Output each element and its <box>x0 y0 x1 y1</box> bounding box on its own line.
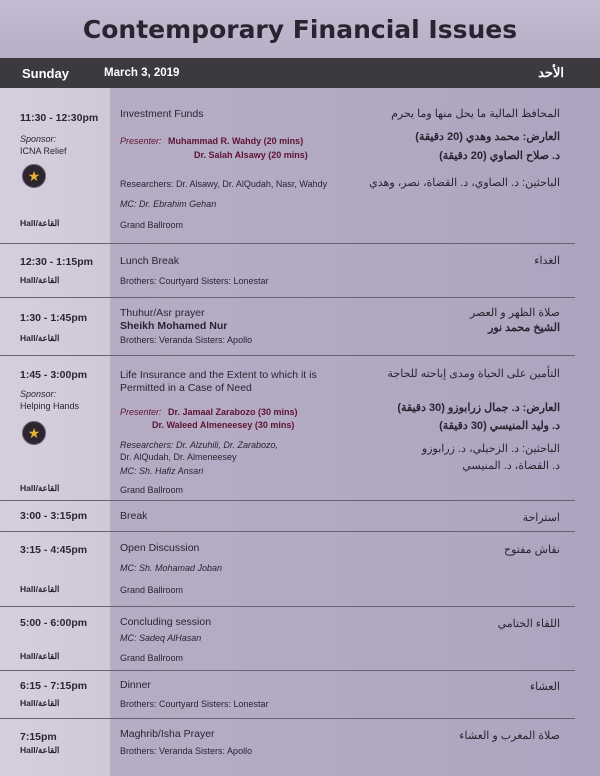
session-title-arabic: الغداء <box>534 255 560 267</box>
title-band <box>0 0 600 58</box>
presenter-2-arabic: د. وليد المنيسي (30 دقيقة) <box>439 420 560 432</box>
researchers: Researchers: Dr. Alsawy, Dr. AlQudah, Nasr, Wahdy <box>120 179 328 189</box>
session-title: Maghrib/Isha Prayer <box>120 728 215 740</box>
session-time: 7:15pm <box>20 731 57 743</box>
venue: Brothers: Courtyard Sisters: Lonestar <box>120 699 269 709</box>
session-concluding <box>0 607 600 671</box>
sponsor-name: Helping Hands <box>20 401 80 411</box>
session-lunch-break <box>0 244 600 298</box>
session-title-arabic: استراحة <box>522 512 560 524</box>
session-title-arabic: نقاش مفتوح <box>503 544 560 556</box>
session-thuhur-asr-prayer <box>0 298 600 355</box>
session-title: Investment Funds <box>120 108 204 120</box>
session-open-discussion <box>0 531 600 606</box>
session-time: 5:00 - 6:00pm <box>20 617 88 629</box>
hall-label: Hall/القاعة <box>20 651 60 661</box>
hall-label: Hall/القاعة <box>20 584 60 594</box>
researchers-arabic: الباحثين: د. الصاوي، د. القضاة، نصر، وهدي <box>369 177 560 189</box>
sponsor-label: Sponsor: <box>20 389 57 399</box>
session-time: 3:00 - 3:15pm <box>20 510 88 522</box>
session-title: Break <box>120 510 148 522</box>
session-title: Thuhur/Asr prayer <box>120 307 205 319</box>
session-dinner <box>0 671 600 718</box>
presenter-1-arabic: العارض: د. جمال زرابوزو (30 دقيقة) <box>397 402 560 414</box>
session-title: Lunch Break <box>120 255 179 267</box>
mc: MC: Sadeq AlHasan <box>120 633 202 643</box>
session-title: Concluding session <box>120 616 212 628</box>
session-title-arabic: المحافظ المالية ما يحل منها وما يحرم <box>391 108 560 120</box>
session-time: 1:30 - 1:45pm <box>20 312 88 324</box>
schedule <box>0 88 600 776</box>
venue: Brothers: Courtyard Sisters: Lonestar <box>120 276 269 286</box>
session-speaker-arabic: الشيخ محمد نور <box>488 322 560 334</box>
venue: Brothers: Veranda Sisters: Apollo <box>120 746 253 756</box>
session-title: Dinner <box>120 679 151 691</box>
session-time: 12:30 - 1:15pm <box>20 256 93 268</box>
researchers-line-1: Researchers: Dr. Alzuhili, Dr. Zarabozo, <box>120 440 279 450</box>
star-icon: ★ <box>22 421 46 445</box>
sponsor <box>20 388 79 412</box>
mc: MC: Sh. Mohamad Joban <box>120 563 223 573</box>
presenter-1-arabic: العارض: محمد وهدي (20 دقيقة) <box>415 131 560 143</box>
venue: Grand Ballroom <box>120 485 184 495</box>
researchers-arabic-line-1: الباحثين: د. الزحيلي، د. زرابوزو <box>421 443 560 455</box>
session-break <box>0 501 600 531</box>
hall-label: Hall/القاعة <box>20 745 60 755</box>
presenter-2: Dr. Salah Alsawy (20 mins) <box>194 150 308 160</box>
hall-label: Hall/القاعة <box>20 698 60 708</box>
presenter-label: Presenter: <box>120 407 162 417</box>
venue: Brothers: Veranda Sisters: Apollo <box>120 335 253 345</box>
day-name: Sunday <box>22 66 69 81</box>
sponsor-label: Sponsor: <box>20 134 57 144</box>
mc: MC: Sh. Hafiz Ansari <box>120 466 204 476</box>
session-title-arabic: صلاة المغرب و العشاء <box>459 730 560 742</box>
mc: MC: Dr. Ebrahim Gehan <box>120 199 217 209</box>
session-title-line-2: Permitted in a Case of Need <box>120 382 252 394</box>
session-time: 6:15 - 7:15pm <box>20 680 88 692</box>
presenter-1: Muhammad R. Wahdy (20 mins) <box>168 136 304 146</box>
session-title-arabic: التأمين على الحياة ومدى إباحته للحاجة <box>387 368 560 380</box>
researchers-arabic-line-2: د. القضاة، د. المنيسي <box>462 460 560 472</box>
session-investment-funds <box>0 88 600 243</box>
session-title: Open Discussion <box>120 542 200 554</box>
day-date: March 3, 2019 <box>104 67 180 79</box>
hall-label: Hall/القاعة <box>20 218 60 228</box>
venue: Grand Ballroom <box>120 220 184 230</box>
presenter-1: Dr. Jamaal Zarabozo (30 mins) <box>168 407 298 417</box>
hall-label: Hall/القاعة <box>20 483 60 493</box>
venue: Grand Ballroom <box>120 585 184 595</box>
session-time: 11:30 - 12:30pm <box>20 112 99 124</box>
presenter-label: Presenter: <box>120 136 162 146</box>
day-name-arabic: الأحد <box>538 65 564 80</box>
hall-label: Hall/القاعة <box>20 275 60 285</box>
presenter-2: Dr. Waleed Almeneesey (30 mins) <box>152 420 295 430</box>
session-maghrib-isha-prayer <box>0 719 600 776</box>
hall-label: Hall/القاعة <box>20 333 60 343</box>
day-header <box>0 58 600 88</box>
session-title-arabic: صلاة الظهر و العصر <box>469 307 560 319</box>
session-title: Life Insurance and the Extent to which it is <box>120 369 317 381</box>
star-icon: ★ <box>22 164 46 188</box>
session-title-arabic: اللقاء الختامي <box>497 618 560 630</box>
session-time: 3:15 - 4:45pm <box>20 544 88 556</box>
presenter-2-arabic: د. صلاح الصاوي (20 دقيقة) <box>439 150 560 162</box>
session-title-arabic: العشاء <box>529 681 560 693</box>
researchers-line-2: Dr. AlQudah, Dr. Almeneesey <box>120 452 237 462</box>
page-title: Contemporary Financial Issues <box>82 14 518 44</box>
session-speaker: Sheikh Mohamed Nur <box>120 320 228 332</box>
sponsor-name: ICNA Relief <box>20 146 67 156</box>
session-life-insurance <box>0 356 600 501</box>
sponsor <box>20 133 67 157</box>
session-time: 1:45 - 3:00pm <box>20 369 88 381</box>
venue: Grand Ballroom <box>120 653 184 663</box>
